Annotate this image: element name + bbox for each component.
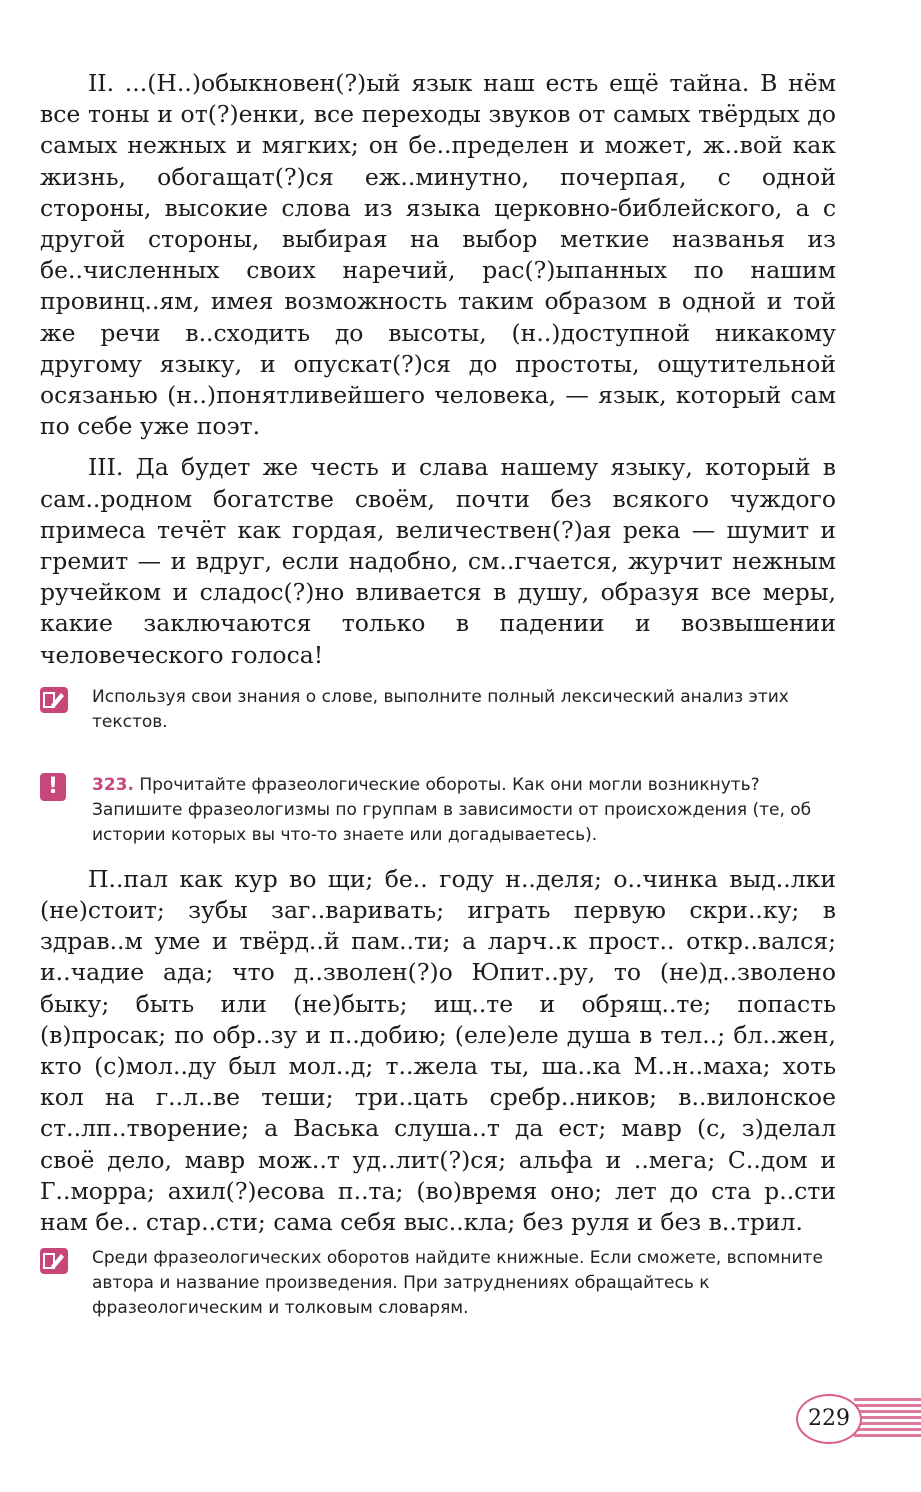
task-lexical-analysis <box>40 685 836 735</box>
exercise-323 <box>40 773 836 848</box>
exclamation-icon: ! <box>40 773 66 801</box>
task-bookish-phrases <box>40 1246 836 1321</box>
task-lexical-analysis-text: Используя свои знания о слове, выполните полный лексический анализ этих текстов. <box>92 686 789 732</box>
page-number: 229 <box>796 1394 862 1444</box>
task-bookish-phrases-text: Среди фразеологических оборотов найдите книжные. Если сможете, вспомните автора и название произведения. При затруднениях обращайтесь к фразеологическим и толковым словарям. <box>92 1248 823 1319</box>
page-content <box>40 68 836 1321</box>
phrases-paragraph: П..пал как кур во щи; бе.. году н..деля; о..чинка выд..лки (не)стоит; зубы заг..варивать; играть первую скри..ку; в здрав..м уме и твёрд..й пам..ти; а ларч..к прост.. откр..вался; и..чадие ада; что д..зволен(?)о Юпит..ру, то (не)д..зволено быку; быть или (не)быть; ищ..те и обрящ..те; попасть (в)просак; по обр..зу и п..добию; (еле)еле душа в тел..; бл..жен, кто (с)мол..ду был мол..д; т..жела ты, ша..ка М..н..маха; хоть кол на г..л..ве теши; три..цать сребр..ников; в..вилонское ст..лп..творение; а Васька слуша..т да ест; мавр (с, з)делал своё дело, мавр мож..т уд..лит(?)ся; альфа и ..мега; С..дом и Г..морра; ахил(?)есова п..та; (во)время оно; лет до ста р..сти нам бе.. стар..сти; сама себя выс..кла; без руля и без в..трил. <box>40 864 836 1237</box>
page-number-block <box>796 1394 921 1444</box>
decorative-stripes <box>854 1398 921 1440</box>
text-ii-paragraph: II. ...(Н..)обыкновен(?)ый язык наш есть ещё тайна. В нём все тоны и от(?)енки, все переходы звуков от самых твёрдых до самых нежных и мягких; он бе..пределен и может, ж..вой как жизнь, обогащат(?)ся еж..минутно, почерпая, с одной стороны, высокие слова из языка церковно-библейского, а с другой стороны, выбирая на выбор меткие названья из бе..численных своих наречий, рас(?)ыпанных по нашим провинц..ям, имея возможность таким образом в одной и той же речи в..сходить до высоты, (н..)доступной никакому другому языку, и опускат(?)ся до простоты, ощутительной осязанью (н..)понятливейшего человека, — язык, который сам по себе уже поэт. <box>40 69 836 441</box>
text-iii-paragraph: III. Да будет же честь и слава нашему языку, который в сам..родном богатстве своём, почти без всякого чуждого примеса течёт как гордая, величествен(?)ая река — шумит и гремит — и вдруг, если надобно, см..гчается, журчит нежным ручейком и сладос(?)но вливается в душу, образуя все меры, какие заключаются только в падении и возвышении человеческого голоса! <box>40 453 836 669</box>
exercise-text: Прочитайте фразеологические обороты. Как они могли возникнуть? Запишите фразеологизмы по группам в зависимости от происхождения (те, об истории которых вы что-то знаете или догадываетесь). <box>92 774 812 845</box>
exercise-number: 323. <box>92 774 134 795</box>
pencil-icon <box>40 687 68 713</box>
pencil-icon <box>40 1248 68 1274</box>
